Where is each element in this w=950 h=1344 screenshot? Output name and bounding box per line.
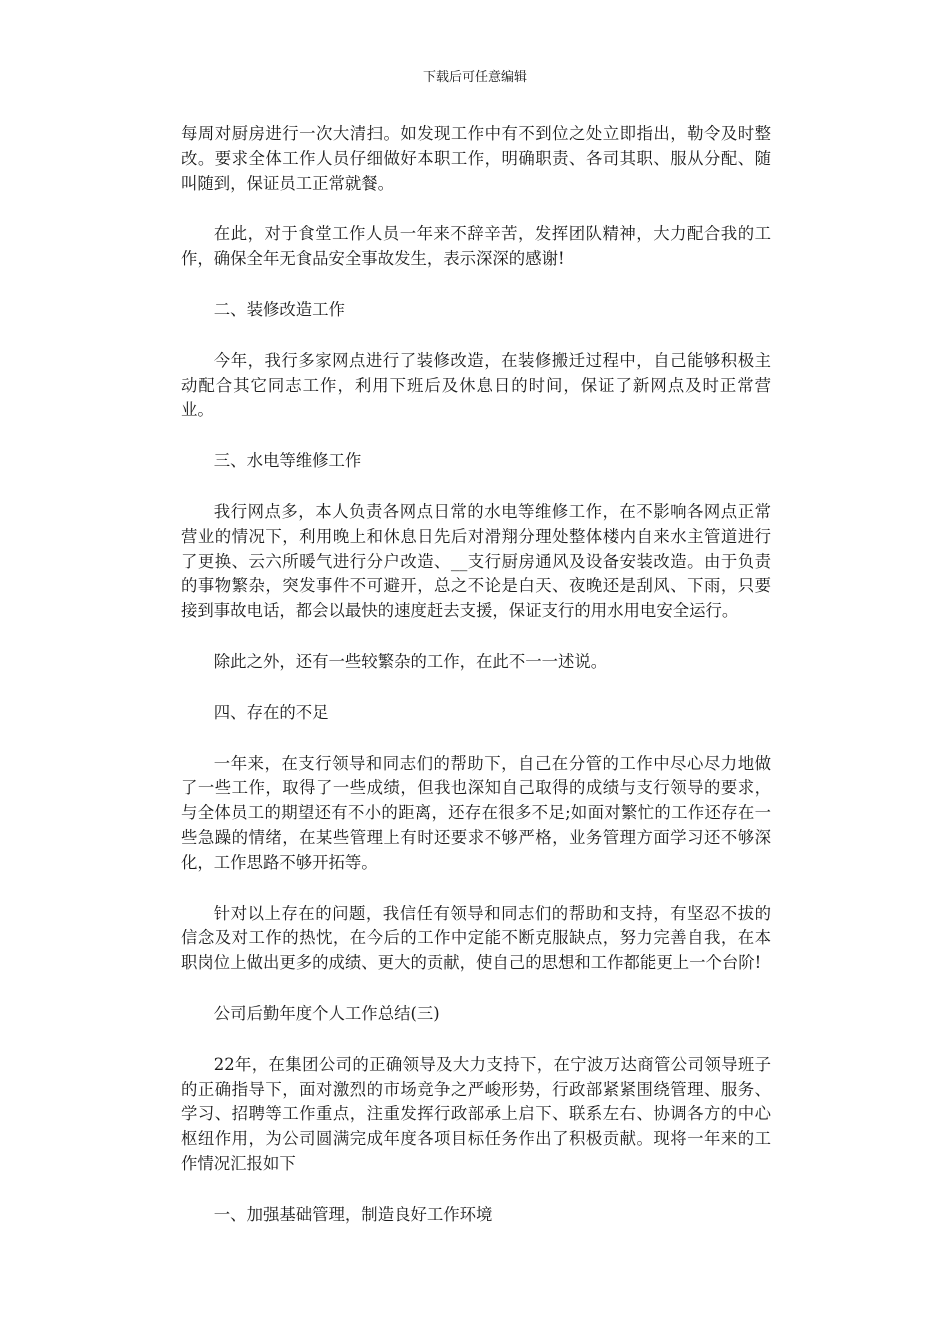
- paragraph-thanks: 在此，对于食堂工作人员一年来不辞辛苦，发挥团队精神，大力配合我的工作，确保全年无食品安全事故发生，表示深深的感谢!: [181, 224, 771, 269]
- section-heading-maintenance: 三、水电等维修工作: [213, 451, 362, 471]
- paragraph-maintenance: 我行网点多，本人负责各网点日常的水电等维修工作，在不影响各网点正常营业的情况下，利用晚上和休息日先后对滑翔分理处整体楼内自来水主管道进行了更换、云六所暖气进行分户改造、__支行厨房通风及设备安装改造。由于负责的事物繁杂，突发事件不可避开，总之不论是白天、夜晚还是刮风、下雨，只要接到事故电话，都会以最快的速度赶去支援，保证支行的用水用电安全运行。: [181, 501, 771, 621]
- document-subtitle: 公司后勤年度个人工作总结(三): [213, 1003, 440, 1023]
- document-body: [181, 122, 771, 1254]
- section-heading-basic-management: 一、加强基础管理，制造良好工作环境: [213, 1204, 493, 1224]
- section-heading-shortcomings: 四、存在的不足: [213, 702, 329, 722]
- paragraph-annual-overview: 22年，在集团公司的正确领导及大力支持下，在宁波万达商管公司领导班子的正确指导下，面对激烈的市场竞争之严峻形势，行政部紧紧围绕管理、服务、学习、招聘等工作重点，注重发挥行政部承上启下、联系左右、协调各方的中心枢纽作用，为公司圆满完成年度各项目标任务作出了积极贡献。现将一年来的工作情况汇报如下: [181, 1054, 771, 1173]
- section-heading-renovation: 二、装修改造工作: [213, 299, 345, 319]
- paragraph-improvement: 针对以上存在的问题，我信任有领导和同志们的帮助和支持，有坚忍不拔的信念及对工作的热忱，在今后的工作中定能不断克服缺点，努力完善自我，在本职岗位上做出更多的成绩、更大的贡献，使自己的思想和工作都能更上一个台阶!: [181, 903, 771, 973]
- paragraph-other-work: 除此之外，还有一些较繁杂的工作，在此不一一述说。: [213, 651, 608, 671]
- paragraph-shortcomings: 一年来，在支行领导和同志们的帮助下，自己在分管的工作中尽心尽力地做了一些工作，取得了一些成绩，但我也深知自己取得的成绩与支行领导的要求，与全体员工的期望还有不小的距离，还存在很多不足;如面对繁忙的工作还存在一些急躁的情绪，在某些管理上有时还要求不够严格，业务管理方面学习还不够深化，工作思路不够开拓等。: [181, 753, 771, 872]
- paragraph-kitchen-cleaning: 每周对厨房进行一次大清扫。如发现工作中有不到位之处立即指出，勒令及时整改。要求全体工作人员仔细做好本职工作，明确职责、各司其职、服从分配、随叫随到，保证员工正常就餐。: [181, 124, 771, 193]
- page-header: 下载后可任意编辑: [422, 70, 527, 85]
- paragraph-renovation: 今年，我行多家网点进行了装修改造，在装修搬迁过程中，自己能够积极主动配合其它同志工作，利用下班后及休息日的时间，保证了新网点及时正常营业。: [181, 350, 771, 420]
